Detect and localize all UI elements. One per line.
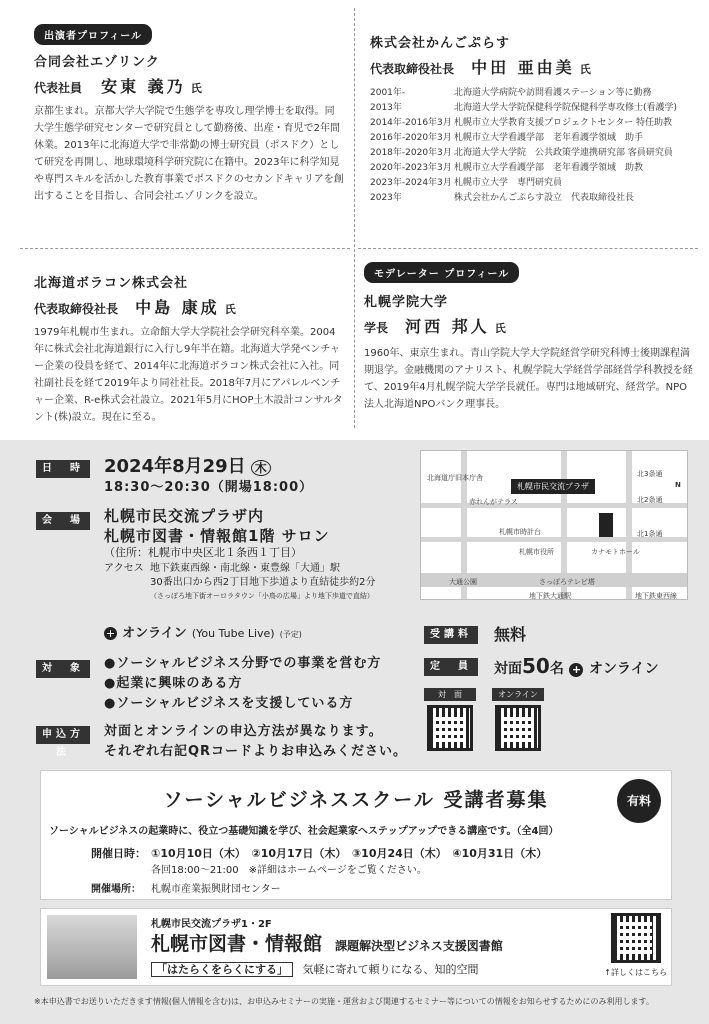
- online-line: [104, 622, 302, 641]
- history-year: 2014年-2016年3月: [370, 118, 452, 128]
- history-row: [370, 191, 700, 205]
- speaker-tag: 出演者プロフィール: [34, 24, 152, 45]
- history-entry: 北海道大学大学院保健科学院保健科学専攻修士(看護学): [454, 103, 678, 113]
- horizontal-divider-left: [20, 248, 350, 249]
- history-row: [370, 131, 700, 145]
- school-place: 札幌市産業振興財団センター: [151, 884, 281, 895]
- map-label: 大通公園: [449, 578, 477, 586]
- speaker-suffix: 氏: [579, 63, 591, 76]
- fee-value: 無料: [494, 625, 527, 644]
- speaker-name: 中島 康成: [135, 298, 220, 317]
- access-line-2: 30番出口から西2丁目地下歩道より直結徒歩約2分: [150, 577, 376, 588]
- north-arrow-icon: N: [675, 481, 681, 489]
- moderator-name: 河西 邦人: [405, 317, 490, 336]
- speaker-title: 代表社員: [34, 81, 83, 95]
- history-row: [370, 86, 700, 100]
- speaker-3-profile: [34, 272, 344, 426]
- history-entry: 札幌市立大学看護学部 老年看護学領域 助教: [454, 163, 644, 173]
- map-label: 北3条通: [637, 470, 663, 478]
- speaker-company: 株式会社かんごぷらす: [370, 36, 511, 51]
- speaker-bio: 1979年札幌市生まれ。立命館大学大学院社会学研究科卒業。2004年に株式会社北海道銀行に入行し9年半在籍。北海道大学発ベンチャー企業の役員を経て、2014年に北海道ボラコン株式会社に入社。同社副社長を経て2019年より同社社長。2018年7月にアパレルベンチャー企業、R-e株式会社設立。2021年5月にHOP土木設計コンサルタント(株)設立。現在に至る。: [34, 327, 343, 423]
- list-item: ●起業に興味のある方: [104, 676, 243, 691]
- map-label: 北2条通: [637, 496, 663, 504]
- vertical-divider: [354, 8, 355, 428]
- footer-note: ※本申込書でお送りいただきます情報(個人情報を含む)は、お申込みセミナーの実施・運営および関連するセミナー等についての情報をお知らせするためにのみ利用します。: [34, 997, 654, 1006]
- library-slogan: 「はたらくをらくにする」: [151, 962, 293, 977]
- school-dates-sub: 各回18:00〜21:00 ※詳細はホームページをご覧ください。: [151, 865, 427, 876]
- speaker-suffix: 氏: [190, 82, 202, 95]
- speaker-company: 合同会社エゾリンク: [34, 55, 160, 70]
- access-line-1: 地下鉄東西線・南北線・東豊線「大通」駅: [150, 563, 340, 574]
- library-floor: 札幌市民交流プラザ1・2F: [151, 919, 272, 930]
- qr-code-icon[interactable]: [611, 913, 661, 963]
- history-year: 2016年-2020年3月: [370, 133, 452, 143]
- history-entry: 北海道大学病院や訪問看護ステーション等に勤務: [454, 88, 652, 98]
- qr-face-block[interactable]: [424, 688, 476, 751]
- qr-online-label: オンライン: [492, 688, 544, 701]
- plus-icon: +: [105, 627, 116, 640]
- qr-face-label: 対 面: [424, 688, 476, 701]
- venue-address: （住所：札幌市中央区北１条西１丁目）: [104, 546, 302, 559]
- map-label: 北1条通: [637, 530, 663, 538]
- library-photo: [47, 915, 137, 979]
- school-dates: ①10月10日（木） ②10月17日（木） ③10月24日（木） ④10月31日（木）: [151, 847, 548, 860]
- library-sub: 課題解決型ビジネス支援図書館: [335, 939, 503, 953]
- library-slogan-2: 気軽に寄れて頼りになる、知的空間: [302, 963, 479, 976]
- online-text: オンライン: [122, 626, 187, 641]
- capacity-number: 50: [522, 654, 550, 678]
- apply-line-1: 対面とオンラインの申込方法が異なります。: [104, 724, 383, 739]
- map-label: カナモトホール: [591, 548, 640, 556]
- map-label: さっぽろテレビ塔: [539, 578, 595, 586]
- history-year: 2013年: [370, 103, 402, 113]
- map-label: 北海道庁旧本庁舎: [427, 474, 483, 482]
- speaker-company: 北海道ボラコン株式会社: [34, 276, 189, 291]
- weekday: 木: [251, 460, 271, 476]
- history-year: 2023年: [370, 193, 402, 203]
- speaker-suffix: 氏: [224, 303, 236, 316]
- speaker-history: [370, 86, 700, 205]
- history-entry: 札幌市立大学教育支援プロジェクトセンター 特任助教: [454, 118, 673, 128]
- online-note: (予定): [279, 630, 302, 639]
- school-dates-label: 開催日時：: [91, 847, 146, 860]
- speaker-name: 安東 義乃: [101, 77, 186, 96]
- history-row: [370, 101, 700, 115]
- speaker-1-profile: [34, 24, 344, 205]
- venue-line-2: 札幌市図書・情報館1階 サロン: [104, 527, 330, 545]
- history-row: [370, 146, 700, 160]
- library-name: 札幌市図書・情報館: [151, 933, 323, 955]
- date-label: 日 時: [36, 460, 90, 478]
- history-year: 2018年-2020年3月: [370, 148, 452, 158]
- list-item: ●ソーシャルビジネスを支援している方: [104, 696, 354, 711]
- business-school-box: [40, 770, 672, 900]
- speaker-title: 代表取締役社長: [34, 302, 119, 316]
- library-qr-note: ↑詳しくはこちら: [604, 968, 667, 977]
- online-sub: (You Tube Live): [191, 627, 275, 640]
- moderator-profile: [364, 262, 694, 413]
- paid-badge: 有料: [617, 779, 661, 823]
- fee-label: 受講料: [424, 626, 478, 644]
- speaker-title: 代表取締役社長: [370, 62, 455, 76]
- school-place-label: 開催場所：: [91, 884, 141, 895]
- plus-icon: +: [569, 663, 583, 677]
- moderator-suffix: 氏: [494, 322, 506, 335]
- history-year: 2001年-: [370, 88, 406, 98]
- apply-line-2: それぞれ右記QRコードよりお申込みください。: [104, 744, 408, 759]
- capacity-unit: 名: [549, 661, 564, 677]
- history-entry: 北海道大学大学院 公共政策学連携研究部 客員研究員: [454, 148, 673, 158]
- target-label: 対 象: [36, 660, 90, 678]
- moderator-company: 札幌学院大学: [364, 295, 449, 310]
- history-entry: 札幌市立大学看護学部 老年看護学領域 助手: [454, 133, 644, 143]
- school-description: ソーシャルビジネスの起業時に、役立つ基礎知識を学び、社会起業家へステップアップできる講座です。（全4回）: [49, 826, 559, 837]
- map-label: 札幌市役所: [519, 548, 554, 556]
- map-label: 赤れんがテラス: [469, 498, 518, 506]
- apply-label: 申込方法: [36, 726, 90, 744]
- map-label: 札幌市時計台: [499, 528, 541, 536]
- qr-code-icon[interactable]: [495, 705, 541, 751]
- qr-code-icon[interactable]: [427, 705, 473, 751]
- history-year: 2020年-2023年3月: [370, 163, 452, 173]
- history-row: [370, 161, 700, 175]
- history-entry: 札幌市立大学 専門研究員: [454, 178, 563, 188]
- capacity-online: オンライン: [589, 661, 659, 677]
- target-list: [104, 654, 381, 714]
- list-item: ●ソーシャルビジネス分野での事業を営む方: [104, 656, 382, 671]
- map-venue-label: 札幌市民交流プラザ: [511, 479, 595, 494]
- speaker-name: 中田 亜由美: [471, 58, 575, 77]
- moderator-bio: 1960年、東京生まれ。青山学院大学大学院経営学研究科博士後期課程満期退学。金融機関のアナリスト、札幌学院大学経営学部経営学科教授を経て、2019年4月札幌学院大学学長就任。専門は地域研究、経営学。NPO法人北海道NPOバンク理事長。: [364, 348, 693, 410]
- qr-online-block[interactable]: [492, 688, 544, 751]
- apply-text: [104, 722, 407, 762]
- speaker-bio: 京都生まれ。京都大学大学院で生態学を専攻し理学博士を取得。同大学生態学研究センターで研究員として勤務後、出産・育児で2年間休業。2013年に北海道大学で非常勤の博士研究員（ポスドク）として研究を再開し、地球環境科学研究院に在籍中。2023年に科学知見や専門スキルを活かした教育事業でポスドクのセカンドキャリアを創出することを目指し、合同会社エゾリンクを設立。: [34, 106, 344, 202]
- venue-label: 会 場: [36, 512, 90, 530]
- capacity-pre: 対面: [494, 661, 522, 677]
- capacity-label: 定 員: [424, 658, 478, 676]
- history-row: [370, 116, 700, 130]
- school-title: ソーシャルビジネススクール 受講者募集: [163, 789, 549, 811]
- date-text: 2024年8月29日: [104, 456, 246, 477]
- map-label: 地下鉄大通駅: [529, 592, 571, 600]
- horizontal-divider-right: [358, 248, 698, 249]
- map-label: 地下鉄東西線: [635, 592, 677, 600]
- moderator-title: 学長: [364, 321, 389, 335]
- access-label: アクセス: [104, 563, 144, 574]
- history-row: [370, 176, 700, 190]
- history-year: 2023年-2024年3月: [370, 178, 452, 188]
- capacity-value: [494, 654, 659, 678]
- event-date: [104, 452, 313, 498]
- access-line-3: （さっぽろ地下街オーロラタウン「小鳥の広場」より地下歩道で直結）: [150, 592, 374, 600]
- access-map: [420, 450, 688, 600]
- moderator-tag: モデレーター プロフィール: [364, 262, 519, 283]
- event-time: 18:30〜20:30（開場18:00）: [104, 480, 314, 495]
- library-box: [40, 908, 672, 986]
- speaker-2-profile: [370, 24, 700, 206]
- history-entry: 株式会社かんごぷらす設立 代表取締役社長: [454, 193, 635, 203]
- venue-block: [104, 506, 414, 602]
- venue-marker: [599, 513, 613, 537]
- venue-line-1: 札幌市民交流プラザ内: [104, 507, 265, 525]
